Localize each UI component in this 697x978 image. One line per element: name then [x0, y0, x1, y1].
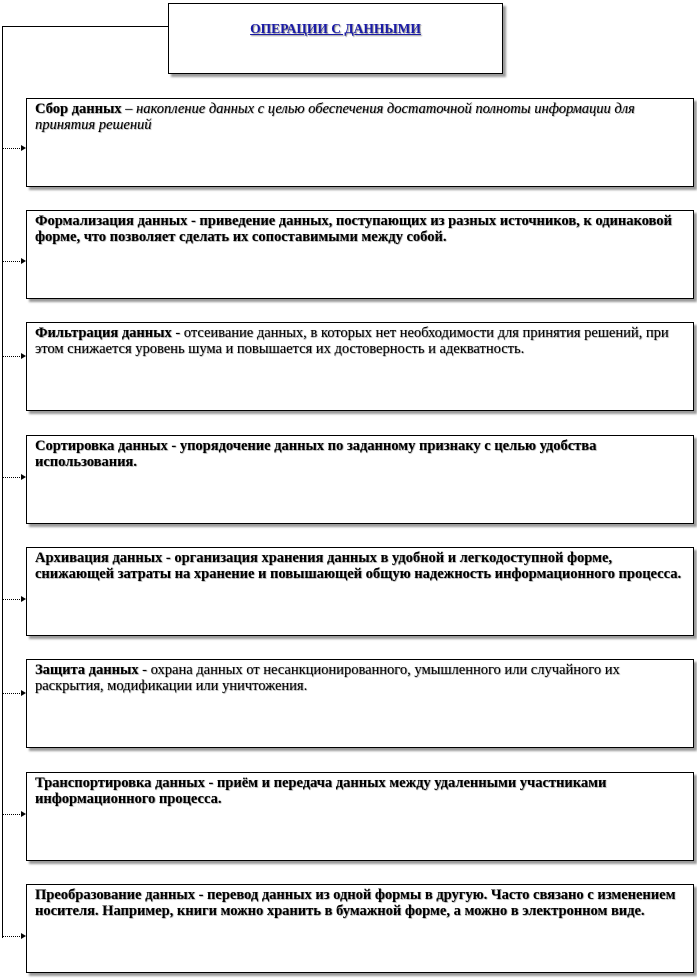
operation-term: Защита данных [35, 662, 139, 678]
operation-box-zashchita [26, 659, 694, 748]
connector-vertical-line [2, 26, 3, 938]
operation-term: Транспортировка данных [35, 775, 205, 791]
operation-text [35, 775, 687, 807]
operation-term: Формализация данных [35, 213, 188, 229]
operation-description: - приведение данных, поступающих из разных источников, к одинаковой форме, что позволяет сделать их сопоставимыми между собой. [35, 213, 672, 245]
connector-arrow-4 [2, 477, 24, 478]
operation-description: – накопление данных с целью обеспечения достаточной полноты информации для принятия решений [35, 101, 635, 133]
connector-arrow-2 [2, 261, 24, 262]
operation-term: Сортировка данных [35, 438, 168, 454]
operation-description: - перевод данных из одной формы в другую. Часто связано с изменением носителя. Например, книги можно хранить в бумажной форме, а можно в электронном виде. [35, 887, 676, 919]
operation-text [35, 550, 687, 582]
operation-box-sbor [26, 98, 694, 187]
operation-box-transportirovka [26, 772, 694, 861]
operation-box-sortirovka [26, 435, 694, 524]
operation-description: - организация хранения данных в удобной и легкодоступной форме, снижающей затраты на хранение и повышающей общую надежность информационного процесса. [35, 550, 682, 582]
operation-text [35, 325, 687, 357]
operation-box-formalizaciya [26, 210, 694, 299]
operation-term: Фильтрация данных [35, 325, 172, 341]
operation-text [35, 213, 687, 245]
connector-arrow-8 [2, 936, 24, 937]
operation-text [35, 101, 687, 133]
operation-description: - охрана данных от несанкционированного, умышленного или случайного их раскрытия, модификации или уничтожения. [35, 662, 620, 694]
connector-arrow-6 [2, 693, 24, 694]
operation-text [35, 662, 687, 694]
operation-text [35, 438, 687, 470]
operation-term: Архивация данных [35, 550, 163, 566]
operation-text [35, 887, 687, 919]
connector-arrow-1 [2, 148, 24, 149]
operation-description: - отсеивание данных, в которых нет необходимости для принятия решений, при этом снижается уровень шума и повышается их достоверность и адекватность. [35, 325, 669, 357]
connector-top-line [2, 26, 168, 27]
operation-box-filtraciya [26, 322, 694, 411]
connector-arrow-5 [2, 599, 24, 600]
operation-description: - приём и передача данных между удаленными участниками информационного процесса. [35, 775, 607, 807]
diagram-title: ОПЕРАЦИИ С ДАННЫМИ [250, 21, 421, 36]
operation-term: Сбор данных [35, 101, 122, 117]
operation-term: Преобразование данных [35, 887, 195, 903]
operation-box-arhivaciya [26, 547, 694, 636]
operation-description: - упорядочение данных по заданному признаку с целью удобства использования. [35, 438, 597, 470]
diagram-title-box [168, 3, 503, 74]
operation-box-preobrazovanie [26, 884, 694, 973]
connector-arrow-7 [2, 814, 24, 815]
connector-arrow-3 [2, 356, 24, 357]
